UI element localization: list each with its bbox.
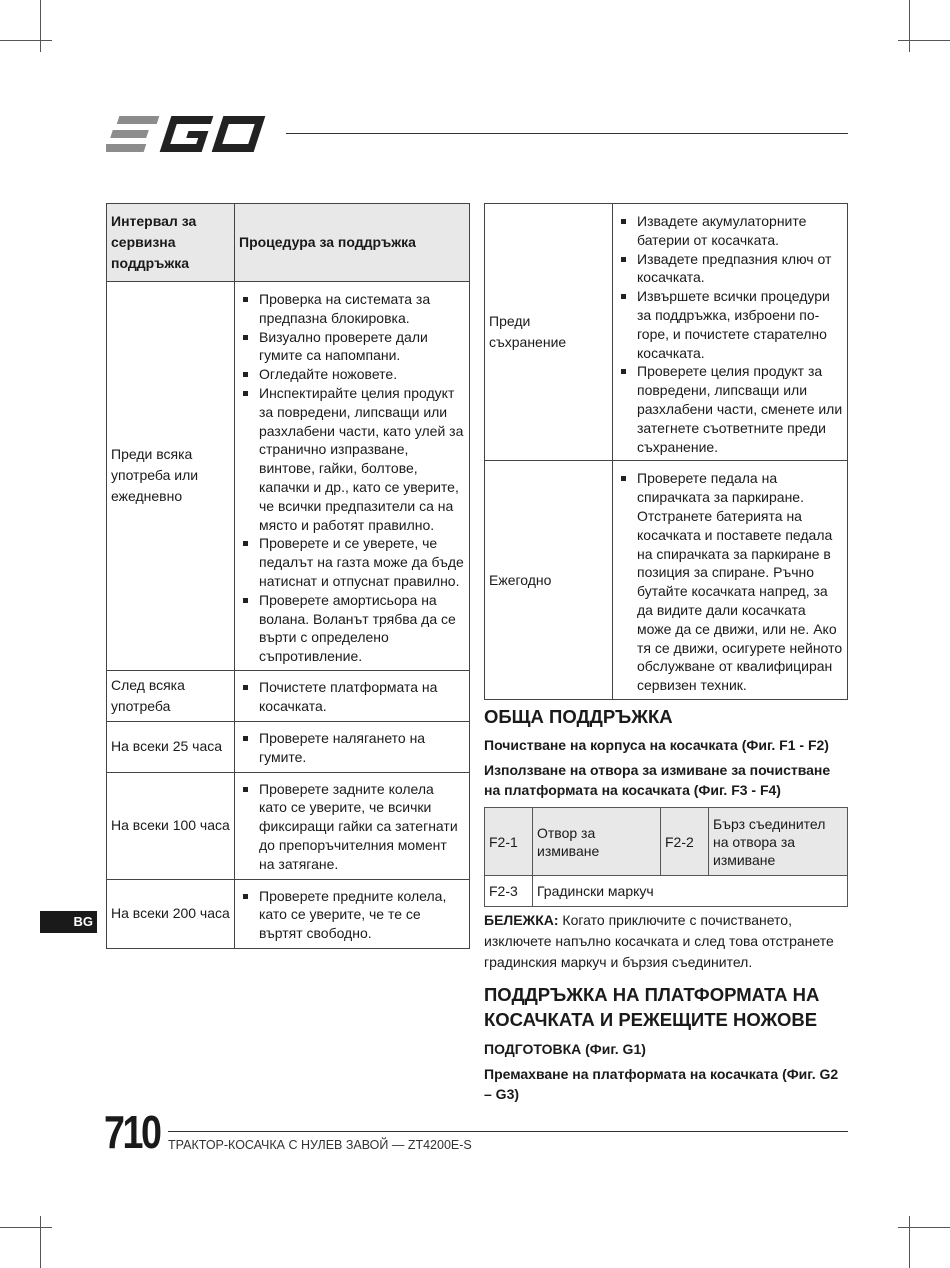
procedure-cell	[613, 204, 848, 461]
crop-mark	[898, 40, 950, 41]
table-row	[107, 721, 470, 772]
part-code: F2-2	[661, 808, 709, 876]
ego-logo	[106, 114, 278, 154]
procedure-cell	[613, 461, 848, 700]
subheading: Почистване на корпуса на косачката (Фиг. F1 - F2)	[484, 737, 829, 753]
crop-mark	[909, 1216, 910, 1268]
maintenance-schedule-table-continued	[484, 203, 848, 700]
table-row	[485, 204, 848, 461]
procedure-cell	[235, 670, 470, 721]
part-name: Отвор за измиване	[533, 808, 661, 876]
list-item: Проверете амортисьора на волана. Воланът трябва да се върти с определено съпротивление.	[239, 591, 465, 666]
section-heading: ПОДДРЪЖКА НА ПЛАТФОРМАТА НА КОСАЧКАТА И РЕЖЕЩИТЕ НОЖОВЕ	[484, 984, 820, 1030]
part-code: F2-3	[485, 876, 533, 907]
part-code: F2-1	[485, 808, 533, 876]
list-item: Почистете платформата на косачката.	[239, 678, 465, 716]
list-item: Проверете задните колела като се уверите, че всички фиксиращи гайки са затегнати до препоръчителния момент на затягане.	[239, 780, 465, 874]
list-item: Извадете акумулаторните батерии от косачката.	[617, 212, 843, 250]
crop-mark	[909, 0, 910, 52]
crop-mark	[898, 1227, 950, 1228]
list-item: Проверка на системата за предпазна блокировка.	[239, 290, 465, 328]
procedure-cell	[235, 879, 470, 948]
crop-mark	[40, 1216, 41, 1268]
interval-cell: На всеки 100 часа	[107, 772, 235, 879]
procedure-cell	[235, 721, 470, 772]
header-rule	[286, 133, 848, 134]
maintenance-schedule-table	[106, 203, 470, 949]
interval-cell: На всеки 200 часа	[107, 879, 235, 948]
subheading: ПОДГОТОВКА (Фиг. G1)	[484, 1041, 646, 1057]
table-row	[107, 670, 470, 721]
deck-maintenance-section	[484, 982, 848, 1104]
list-item: Инспектирайте целия продукт за повредени, липсващи или разхлабени части, като улей за странично изпразване, винтове, гайки, болтове, капачки и др., като се уверите, че всички предпазители са на място и работят правилно.	[239, 384, 465, 534]
footer-rule	[168, 1131, 848, 1132]
note	[484, 910, 848, 973]
procedure-cell	[235, 282, 470, 671]
list-item: Проверете и се уверете, че педалът на газта може да бъде натиснат и отпуснат правилно.	[239, 534, 465, 590]
interval-cell: Ежегодно	[485, 461, 613, 700]
table-header-row	[107, 204, 470, 282]
interval-cell: След всяка употреба	[107, 670, 235, 721]
list-item: Проверете предните колела, като се уверите, че те се въртят свободно.	[239, 887, 465, 943]
part-name: Градински маркуч	[533, 876, 848, 907]
table-row	[107, 879, 470, 948]
subheading: Премахване на платформата на косачката (Фиг. G2 – G3)	[484, 1066, 839, 1102]
list-item: Извършете всички процедури за поддръжка, изброени по-горе, и почистете старателно косачката.	[617, 287, 843, 362]
subheading: Използване на отвора за измиване за почистване на платформата на косачката (Фиг. F3 - F4)	[484, 762, 831, 798]
interval-cell: Преди всяка употреба или ежедневно	[107, 282, 235, 671]
page-number: 710	[104, 1106, 160, 1158]
list-item: Визуално проверете дали гумите са напомпани.	[239, 328, 465, 366]
list-item: Проверете налягането на гумите.	[239, 729, 465, 767]
list-item: Огледайте ножовете.	[239, 365, 465, 384]
interval-cell: Преди съхранение	[485, 204, 613, 461]
section-heading: ОБЩА ПОДДРЪЖКА	[484, 706, 673, 727]
list-item: Извадете предпазния ключ от косачката.	[617, 250, 843, 288]
table-row	[107, 772, 470, 879]
list-item: Проверете педала на спирачката за паркиране. Отстранете батерията на косачката и поставете педала на спирачката за паркиране в позиция за спиране. Ръчно бутайте косачката напред, за да видите дали косачката може да се движи, или не. Ако тя се движи, осигурете нейното обслужване от квалифициран сервизен техник.	[617, 469, 843, 695]
crop-mark	[40, 0, 41, 52]
note-text: Когато приключите с почистването, изключете напълно косачката и след това отстранете градинския маркуч и бързия съединител.	[484, 912, 834, 970]
procedure-cell	[235, 772, 470, 879]
interval-cell: На всеки 25 часа	[107, 721, 235, 772]
footer-title: ТРАКТОР-КОСАЧКА С НУЛЕВ ЗАВОЙ — ZT4200E-S	[168, 1138, 472, 1152]
table-row	[107, 282, 470, 671]
note-label: БЕЛЕЖКА:	[484, 912, 559, 928]
table-row	[485, 808, 848, 876]
crop-mark	[0, 40, 52, 41]
general-maintenance-section	[484, 704, 848, 800]
header-procedure: Процедура за поддръжка	[235, 204, 470, 282]
header-interval: Интервал за сервизна поддръжка	[107, 204, 235, 282]
part-name: Бърз съединител на отвора за измиване	[709, 808, 848, 876]
table-row	[485, 461, 848, 700]
parts-legend-table	[484, 807, 848, 907]
table-row	[485, 876, 848, 907]
list-item: Проверете целия продукт за повредени, липсващи или разхлабени части, сменете или затегнете съответните преди съхранение.	[617, 362, 843, 456]
language-tab: BG	[40, 911, 97, 933]
crop-mark	[0, 1227, 52, 1228]
